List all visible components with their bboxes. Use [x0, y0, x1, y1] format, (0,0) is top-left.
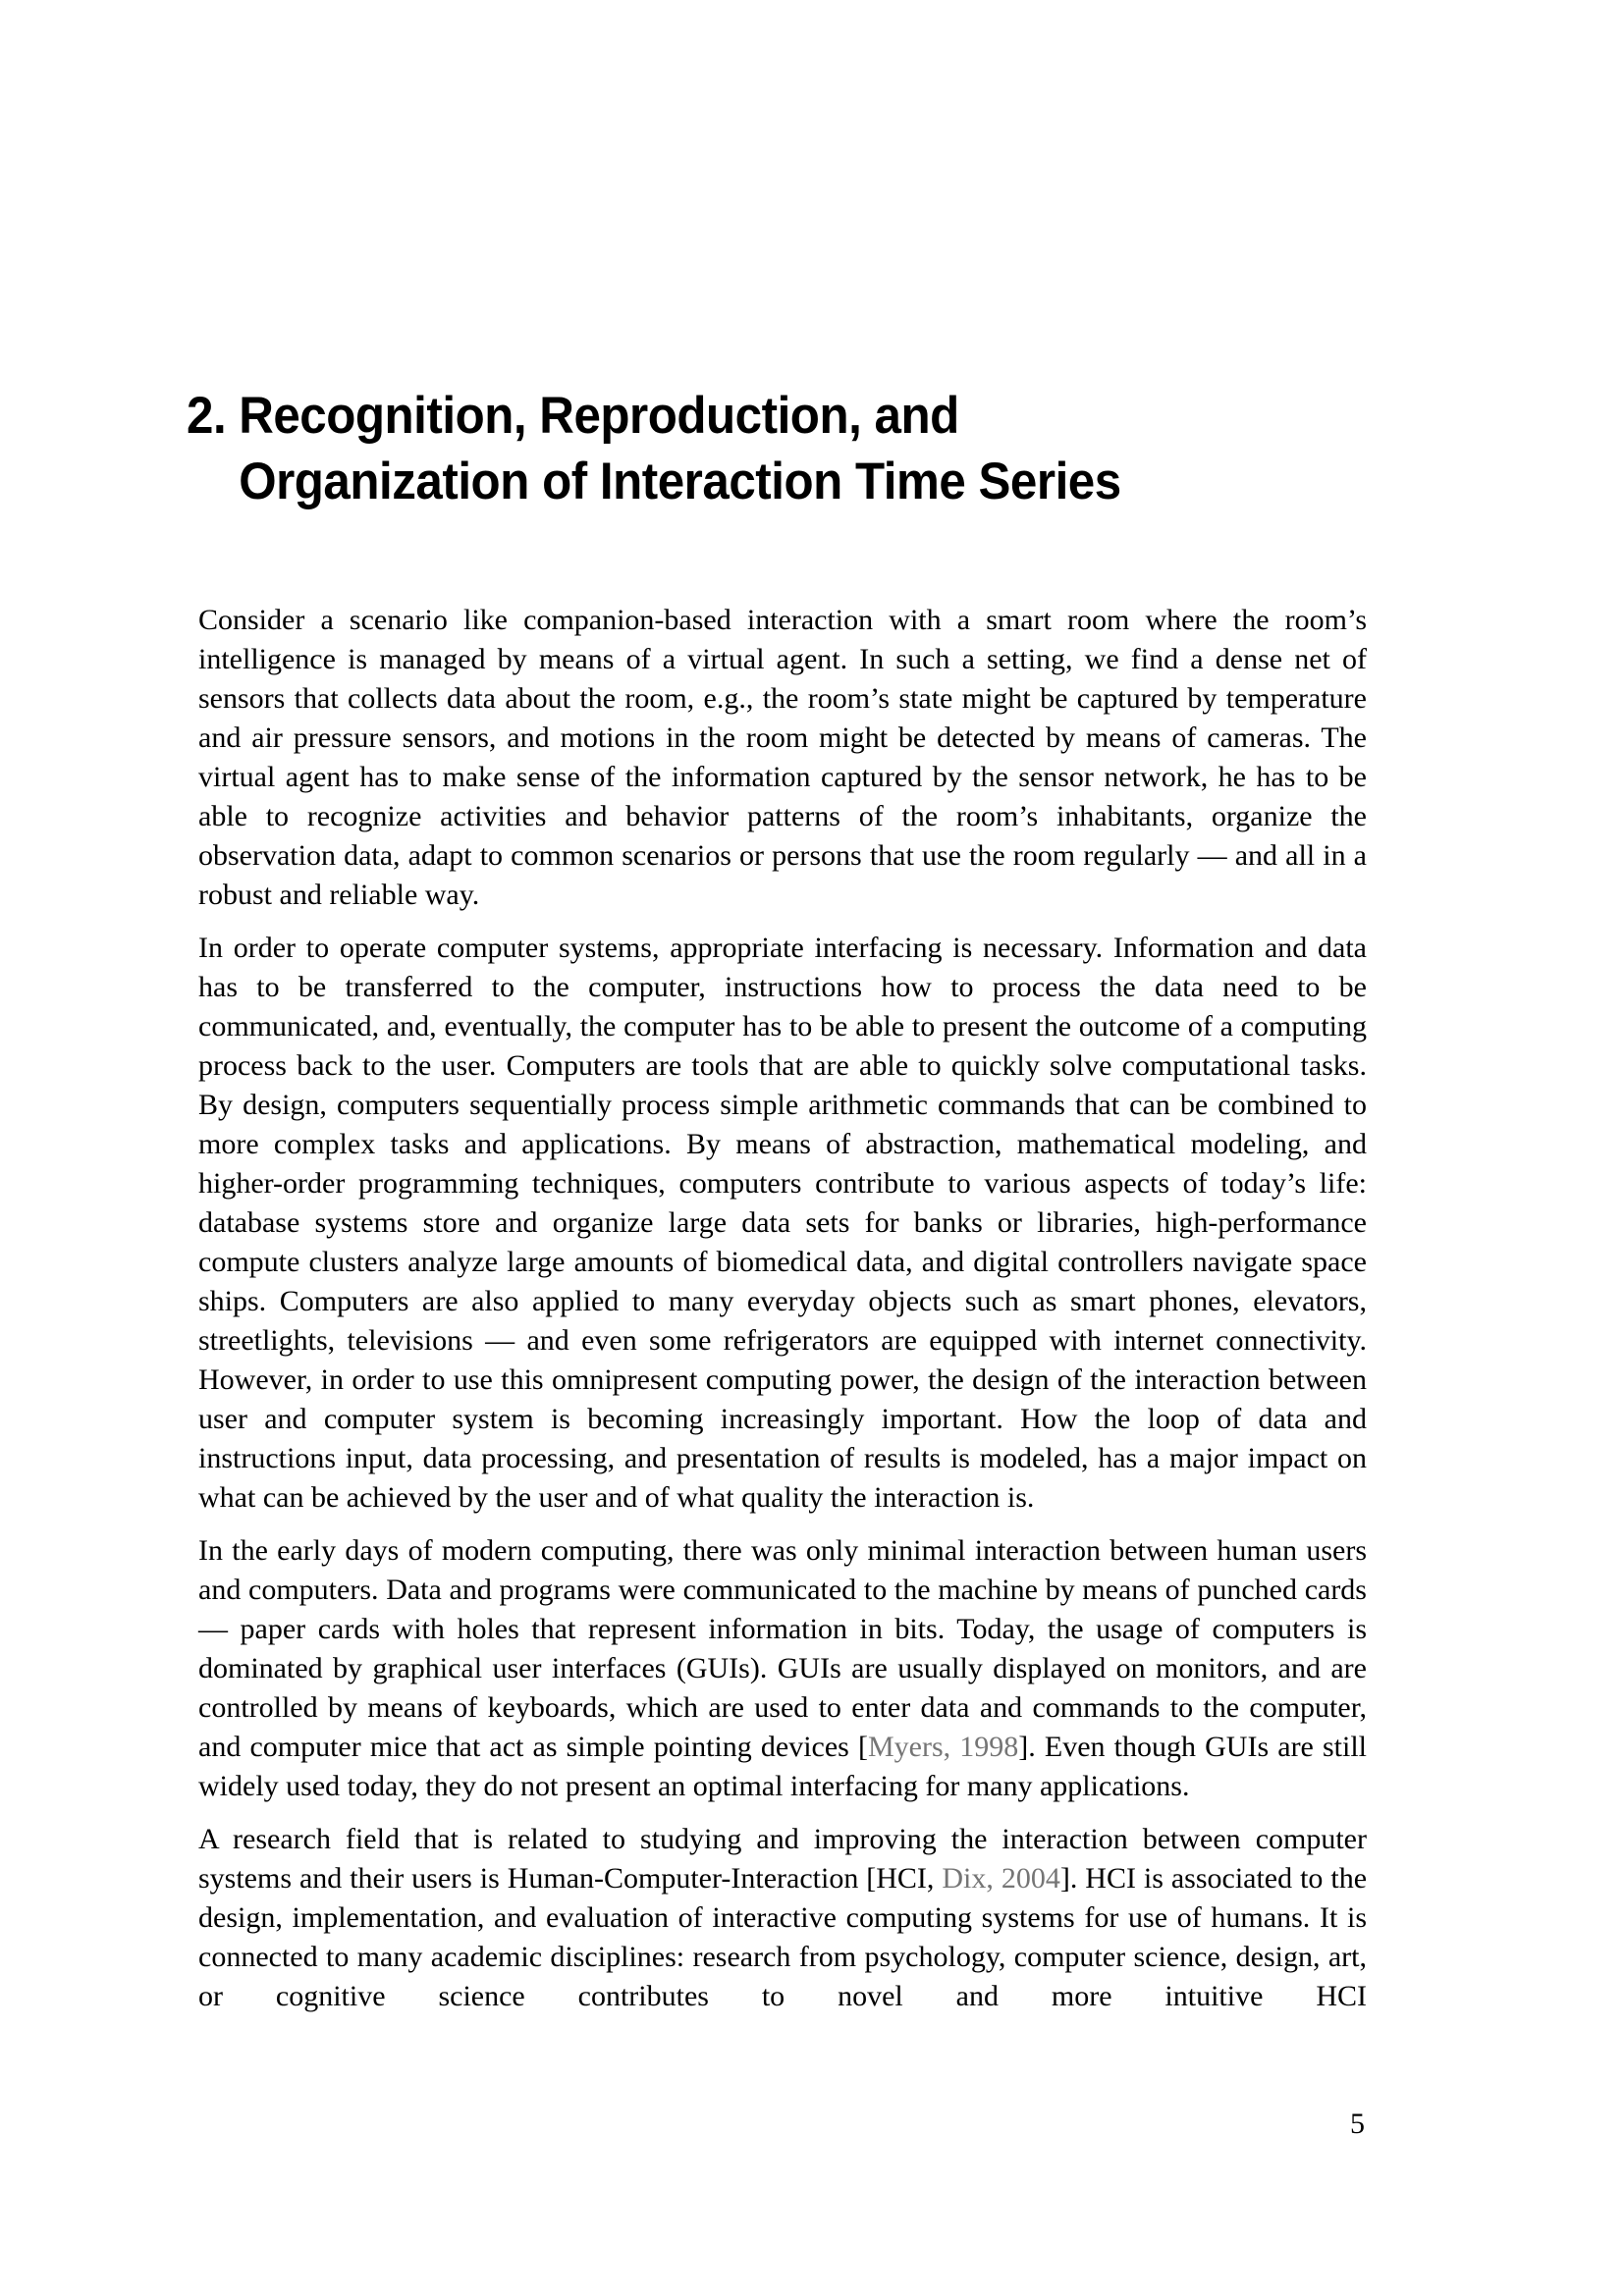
- page-footer: [198, 2105, 1365, 2144]
- citation-link-myers-1998[interactable]: Myers, 1998: [867, 1731, 1019, 1763]
- chapter-title-line2: Organization of Interaction Time Series: [239, 453, 1121, 510]
- paragraph-hci-research: [198, 1820, 1367, 2016]
- chapter-title-line1: Recognition, Reproduction, and: [239, 387, 959, 445]
- paragraph-operate-computers: [198, 929, 1367, 1518]
- citation-bracket-close: ]: [1059, 1862, 1070, 1895]
- paragraph-text: In the early days of modern computing, there was only minimal interaction between human users and computers. Data and programs were communicated to the machine by means of punched cards — paper cards with holes that represent information in bits. Today, the usage of computers is dominated by graphical user interfaces (GUIs). GUIs are usually displayed on monitors, and are controlled by means of keyboards, which are used to enter data and commands to the computer, and computer mice that act as simple pointing devices: [198, 1534, 1367, 1763]
- paragraph-text: A research field that is related to studying and improving the interaction between computer systems and their users is Human-Computer-Interaction: [198, 1823, 1367, 1895]
- chapter-number: 2.: [187, 387, 227, 445]
- citation-bracket-close: ]: [1018, 1731, 1029, 1763]
- chapter-heading: [187, 383, 1121, 514]
- paragraph-text: . Even though GUIs are still widely used today, they do not present an optimal interfacing for many applications.: [198, 1731, 1368, 1802]
- page-number: 5: [1350, 2108, 1365, 2140]
- paragraph-early-computing: [198, 1531, 1367, 1806]
- citation-bracket-open: [HCI,: [866, 1862, 943, 1895]
- paragraph-text: In order to operate computer systems, appropriate interfacing is necessary. Information and data has to be transferred to the computer, instructions how to process the data need to be communicated, and, eventually, the computer has to be able to present the outcome of a computing process back to the user. Computers are tools that are able to quickly solve computational tasks. By design, computers sequentially process simple arithmetic commands that can be combined to more complex tasks and applications. By means of abstraction, mathematical modeling, and higher-order programming techniques, computers contribute to various aspects of today’s life: database systems store and organize large data sets for banks or libraries, high-performance compute clusters analyze large amounts of biomedical data, and digital controllers navigate space ships. Computers are also applied to many everyday objects such as smart phones, elevators, streetlights, televisions — and even some refrigerators are equipped with internet connectivity. However, in order to use this omnipresent computing power, the design of the interaction between user and computer system is becoming increasingly important. How the loop of data and instructions input, data processing, and presentation of results is modeled, has a major impact on what can be achieved by the user and of what quality the interaction is.: [198, 932, 1367, 1514]
- paragraph-text: Consider a scenario like companion-based interaction with a smart room where the room’s intelligence is managed by means of a virtual agent. In such a setting, we find a dense net of sensors that collects data about the room, e.g., the room’s state might be captured by temperature and air pressure sensors, and motions in the room might be detected by means of cameras. The virtual agent has to make sense of the information captured by the sensor network, he has to be able to recognize activities and behavior patterns of the room’s inhabitants, organize the observation data, adapt to common scenarios or persons that use the room regularly — and all in a robust and reliable way.: [198, 604, 1367, 911]
- citation-bracket-open: [: [857, 1731, 868, 1763]
- paragraph-smart-room: [198, 601, 1367, 915]
- paragraph-text: . HCI is associated to the design, implementation, and evaluation of interactive computing systems for use of humans. It is connected to many academic disciplines: research from psychology, computer science, design, art, or cognitive science contributes to novel and more intuitive HCI: [198, 1862, 1368, 2012]
- citation-link-dix-2004[interactable]: Dix, 2004: [942, 1862, 1060, 1895]
- chapter-title: [239, 383, 1120, 514]
- chapter-body: [198, 601, 1367, 2016]
